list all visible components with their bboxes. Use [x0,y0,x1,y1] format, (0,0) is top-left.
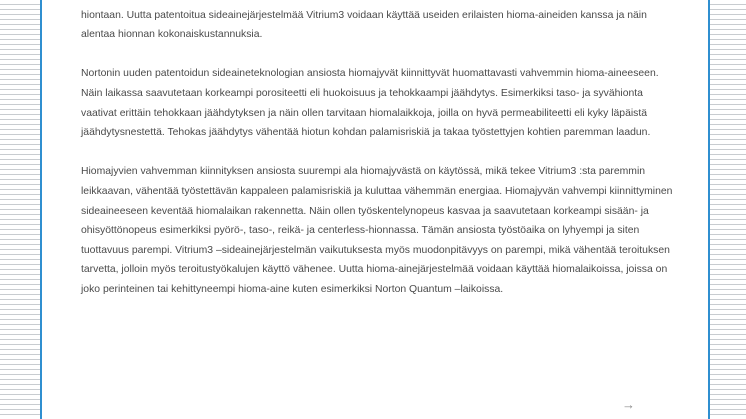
paragraph-intro: hiontaan. Uutta patentoitua sideainejärjestelmää Vitrium3 voidaan käyttää useiden erilaisten hioma-aineiden kanssa ja näin alentaa hionnan kokonaiskustannuksia. [81,9,647,41]
left-striped-margin [0,0,40,419]
article-body [81,0,673,319]
paragraph-grain-retention: Hiomajyvien vahvemman kiinnityksen ansiosta suurempi ala hiomajyvästä on käytössä, mikä tekee Vitrium3 :sta paremmin leikkaavan, vähentää työstettävän kappaleen palamisriskiä ja kuluttaa vähemmän energiaa. Hiomajyvän vahvempi kiinnittyminen sideaineeseen keventää hiomalaikan rakennetta. Näin ollen työskentelynopeus kasvaa ja saavutetaan korkeampi sisään- ja ohisyöttönopeus esimerkiksi pyörö-, taso-, reikä- ja centerless-hionnassa. Tämän ansiosta työstöaika on lyhyempi ja siten tuottavuus parempi. Vitrium3 –sideainejärjestelmän vaikutuksesta myös muodonpitävyys on parempi, mikä vähentää teroituksen tarvetta, jolloin myös teroitustyökalujen käyttö vähenee. Uutta hioma-ainejärjestelmää voidaan käyttää hiomalaikoissa, joissa on joko perinteinen tai kehittyneempi hioma-aine kuten esimerkiksi Norton Quantum –laikoissa. [81,166,673,295]
next-page-arrow-icon[interactable]: → [622,397,635,412]
right-striped-margin [710,0,746,419]
paragraph-bond-technology: Nortonin uuden patentoidun sideaineteknologian ansiosta hiomajyvät kiinnittyvät huomattavasti vahvemmin hioma-aineeseen. Näin laikassa saavutetaan korkeampi porositeetti eli huokoisuus ja tehokkaampi jäähdytys. Esimerkiksi taso- ja syvähionta vaativat erittäin tehokkaan jäähdytyksen ja näin ollen tarvitaan hiomalaikkoja, joilla on hyvä permeabiliteetti eli kyky läpäistä jäähdytysnestettä. Tehokas jäähdytys vähentää hiotun kohdan palamisriskiä ja takaa työstettyjen kohtien paremman laadun. [81,68,659,139]
article-panel [40,0,710,419]
